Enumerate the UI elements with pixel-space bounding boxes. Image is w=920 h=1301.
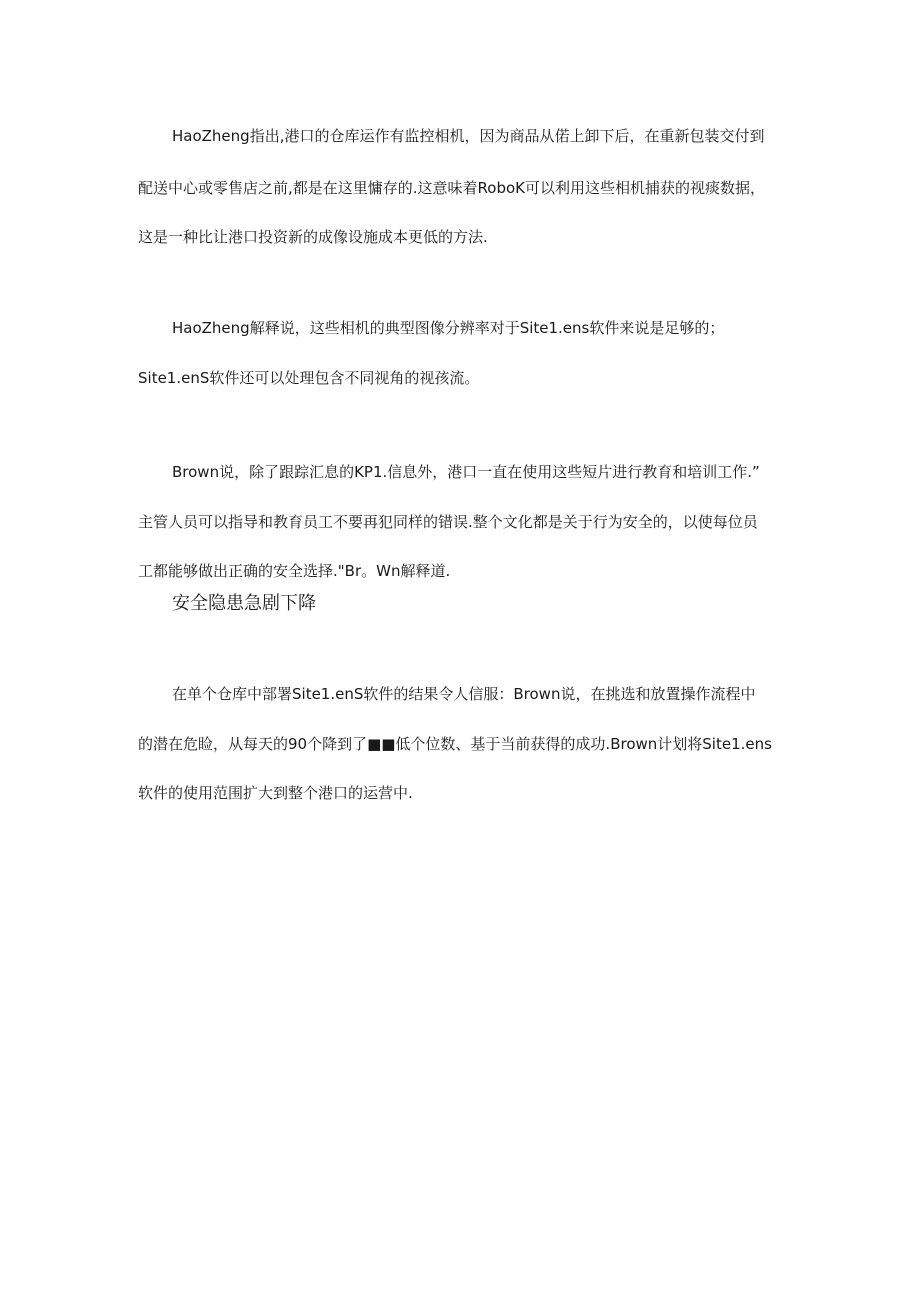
paragraph-4-line-3: 软件的使用范围扩大到整个港口的运营中.	[138, 784, 413, 802]
section-heading: 安全隐患急剧下降	[172, 593, 316, 614]
paragraph-4-line-1: 在单个仓库中部署Site1.enS软件的结果令人信服：Brown说，在挑选和放置操作流程中	[172, 685, 756, 703]
paragraph-3-line-2: 主管人员可以指导和教育员工不要再犯同样的错误.整个文化都是关于行为安全的，以使每位员	[138, 513, 758, 531]
paragraph-3-line-1: Brown说，除了跟踪汇息的KP1.信息外，港口一直在使用这些短片进行教育和培训工作.”	[172, 463, 760, 481]
paragraph-2-line-1: HaoZheng解释说，这些相机的典型图像分辨率对于Site1.ens软件来说是足够的；	[172, 319, 725, 337]
paragraph-3-line-3: 工都能够做出正确的安全选择."Br。Wn解释道.	[138, 562, 451, 580]
paragraph-4-line-2: 的潜在危睑，从每天的90个降到了■■低个位数、基于当前获得的成功.Brown计划将Site1.ens	[138, 735, 772, 753]
paragraph-1-line-1: HaoZheng指出,港口的仓库运作有监控相机，因为商品从偌上卸下后，在重新包装交付到	[172, 127, 765, 145]
paragraph-1-line-2: 配送中心或零售店之前,都是在这里慵存的.这意味着RoboK可以利用这些相机捕获的视痰数据，	[138, 179, 766, 197]
paragraph-2-line-2: Site1.enS软件还可以处理包含不同视角的视孩流。	[138, 369, 480, 387]
paragraph-1-line-3: 这是一种比让港口投资新的成像设施成本更低的方法.	[138, 228, 488, 246]
